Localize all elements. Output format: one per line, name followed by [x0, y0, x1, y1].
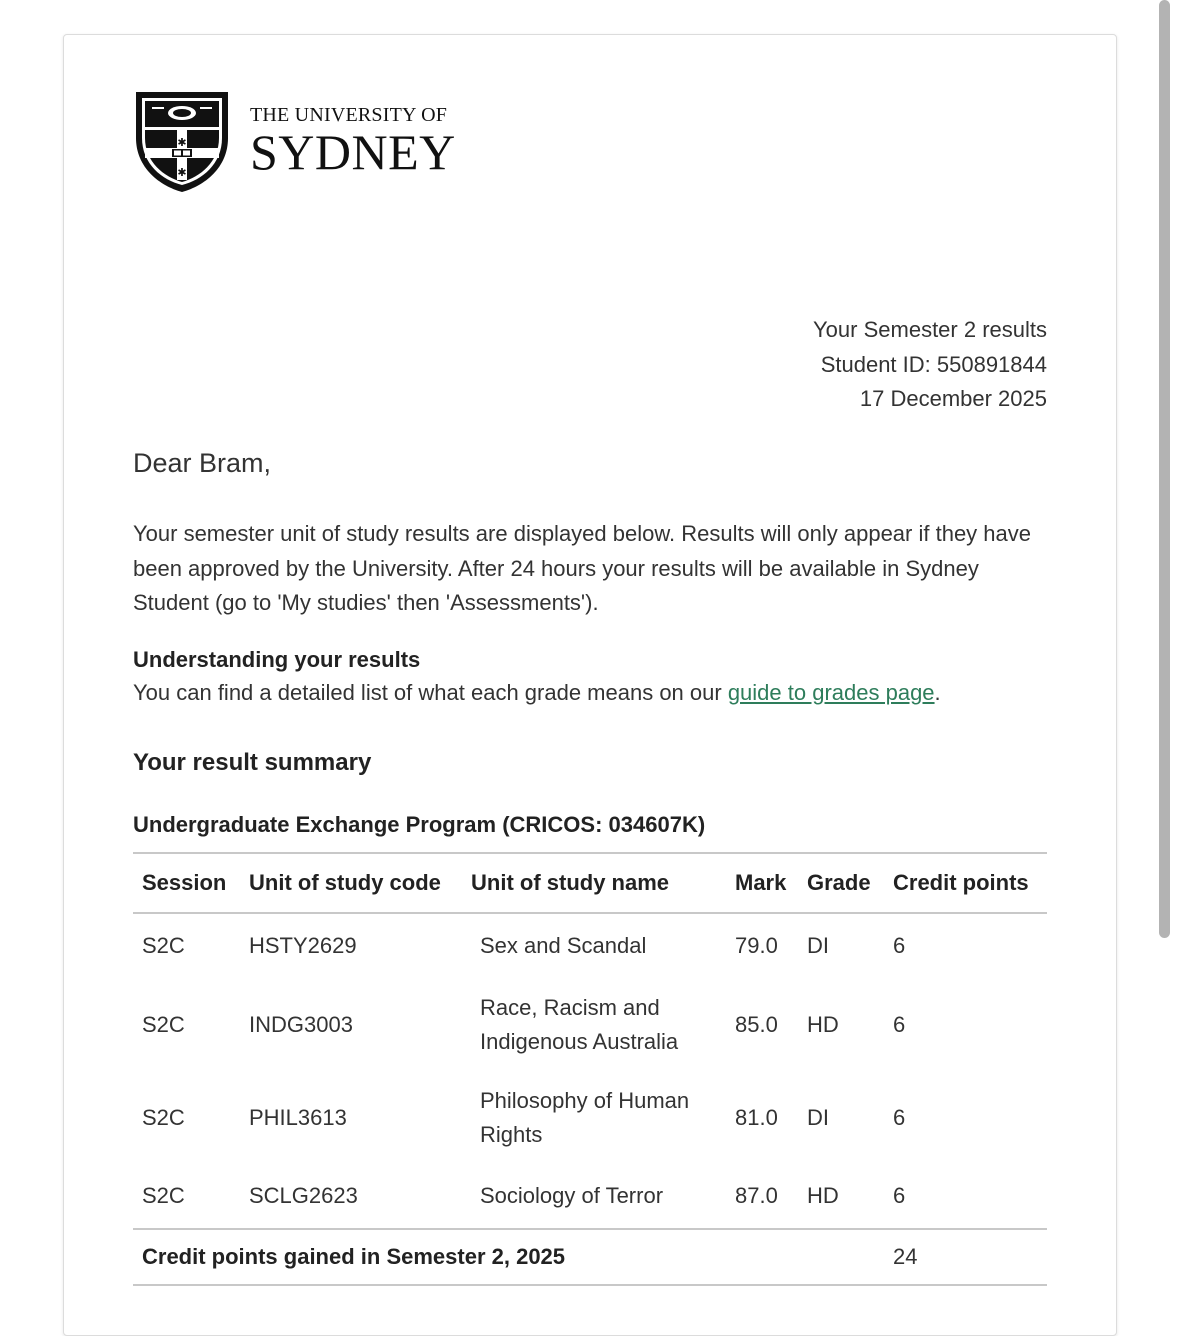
- university-logo: [132, 88, 456, 194]
- program-heading: Undergraduate Exchange Program (CRICOS: 034607K): [133, 812, 706, 837]
- cell-unit-code: HSTY2629: [249, 933, 357, 958]
- university-wordmark: [250, 104, 456, 180]
- logo-line-1: THE UNIVERSITY OF: [250, 104, 448, 126]
- email-card: [63, 34, 1117, 1336]
- results-date: 17 December 2025: [859, 386, 1047, 411]
- cell-grade: HD: [807, 1011, 839, 1037]
- cell-credit-points: 6: [893, 1183, 906, 1208]
- university-crest-icon: [132, 88, 232, 194]
- logo-line-2: SYDNEY: [250, 124, 456, 180]
- cell-mark: 81.0: [735, 1104, 778, 1130]
- total-row: [133, 1229, 1047, 1285]
- cell-credit-points: 6: [893, 1104, 906, 1130]
- cell-session: S2C: [142, 1104, 185, 1130]
- cell-mark: 87.0: [735, 1183, 778, 1208]
- table-row: [133, 978, 1047, 1071]
- svg-text:✱: ✱: [197, 146, 209, 160]
- cell-session: S2C: [142, 1011, 185, 1037]
- header-credit-points: Credit points: [884, 853, 1047, 913]
- table-row: [133, 1071, 1047, 1164]
- cell-session: S2C: [142, 1183, 185, 1208]
- understanding-text: [133, 680, 941, 706]
- cell-unit-code: INDG3003: [249, 1011, 353, 1037]
- header-mark: Mark: [726, 853, 798, 913]
- cell-mark: 79.0: [735, 933, 778, 958]
- cell-grade: DI: [807, 1104, 829, 1130]
- cell-grade: HD: [807, 1183, 839, 1208]
- header-unit-name: Unit of study name: [462, 853, 726, 913]
- cell-unit-code: SCLG2623: [249, 1183, 358, 1208]
- cell-unit-code: PHIL3613: [249, 1104, 347, 1130]
- greeting: Dear Bram,: [133, 448, 272, 478]
- header-session: Session: [133, 853, 240, 913]
- student-id: Student ID: 550891844: [820, 351, 1047, 377]
- cell-unit-name: Sex and Scandal: [480, 933, 647, 958]
- svg-text:✱: ✱: [155, 146, 167, 160]
- cell-session: S2C: [142, 933, 185, 958]
- table-row: [133, 1164, 1047, 1229]
- results-meta: [813, 313, 1047, 417]
- header-unit-code: Unit of study code: [240, 853, 462, 913]
- results-title: Your Semester 2 results: [813, 317, 1047, 342]
- intro-paragraph: Your semester unit of study results are displayed below. Results will only appear if they have been approved by the University. After 24 hours your results will be available in Sydney Student (go to 'My studies' then 'Assessments').: [133, 521, 1031, 615]
- svg-text:✱: ✱: [177, 167, 187, 179]
- svg-text:✱: ✱: [177, 137, 187, 149]
- results-table: [133, 852, 1047, 1286]
- total-label: Credit points gained in Semester 2, 2025: [133, 1229, 884, 1285]
- table-row: [133, 913, 1047, 978]
- vertical-scrollbar[interactable]: [1159, 0, 1170, 938]
- understanding-text-after: .: [934, 680, 941, 705]
- understanding-text-before: You can find a detailed list of what each grade means on our: [133, 680, 728, 705]
- cell-grade: DI: [807, 933, 829, 958]
- total-credit-points: 24: [884, 1229, 1047, 1285]
- cell-unit-name: Philosophy of Human Rights: [480, 1087, 690, 1147]
- cell-credit-points: 6: [893, 1011, 906, 1037]
- cell-credit-points: 6: [893, 933, 906, 958]
- cell-unit-name: Race, Racism and Indigenous Australia: [480, 994, 679, 1054]
- result-summary-heading: Your result summary: [133, 749, 372, 776]
- guide-to-grades-link[interactable]: guide to grades page: [727, 680, 935, 705]
- understanding-heading: Understanding your results: [133, 647, 421, 672]
- header-grade: Grade: [798, 853, 884, 913]
- table-header-row: [133, 853, 1047, 913]
- cell-mark: 85.0: [735, 1011, 778, 1037]
- cell-unit-name: Sociology of Terror: [480, 1183, 664, 1208]
